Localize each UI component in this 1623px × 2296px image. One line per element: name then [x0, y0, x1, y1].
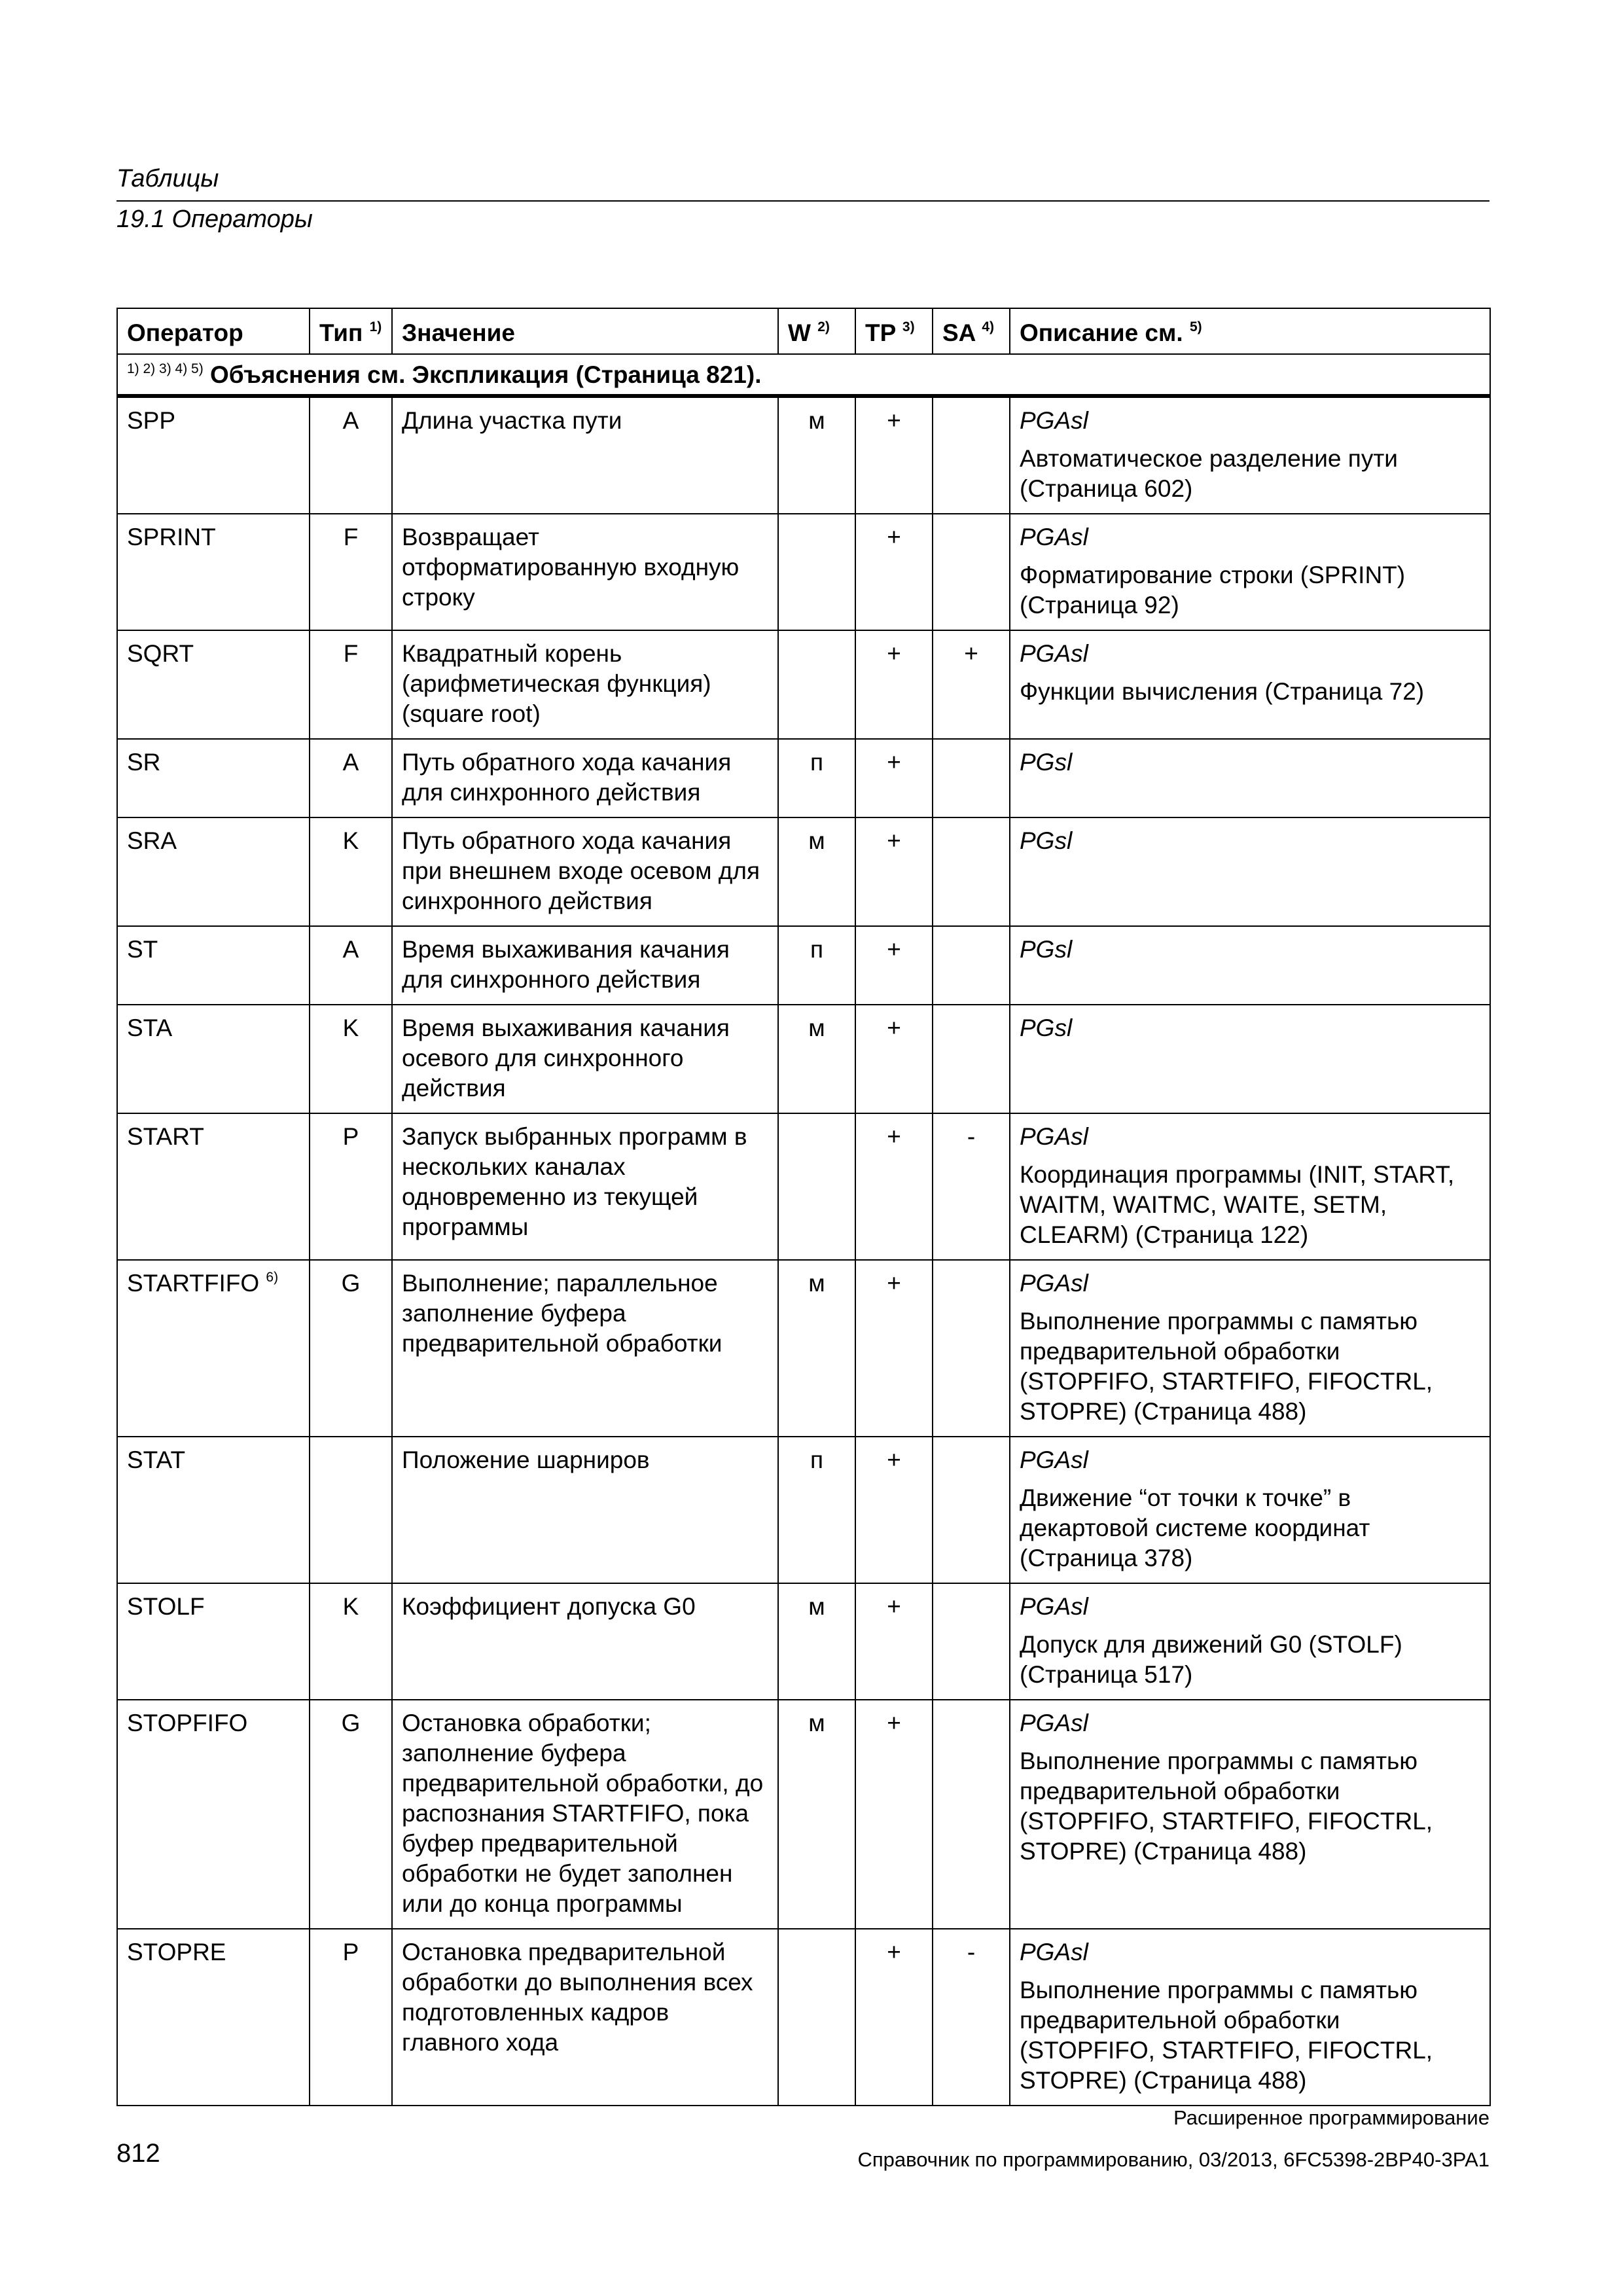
w-cell	[778, 1113, 855, 1260]
w-cell	[778, 926, 855, 1005]
description-link[interactable]: Форматирование строки (SPRINT) (Страница 92)	[1020, 562, 1406, 619]
meaning-cell	[392, 1583, 778, 1700]
tp-cell	[855, 1260, 933, 1437]
meaning-cell	[392, 514, 778, 630]
operator-cell	[117, 1700, 310, 1929]
meaning-cell-text: Возвращает отформатированную входную строку	[402, 524, 740, 611]
column-header	[117, 308, 310, 354]
table-header-row	[117, 308, 1490, 354]
w-cell-text: м	[808, 827, 825, 854]
table-row	[117, 396, 1490, 514]
sa-cell	[933, 1583, 1010, 1700]
tp-cell	[855, 817, 933, 926]
meaning-cell-text: Остановка обработки; заполнение буфера предварительной обработки, до распознания STARTFIFO, пока буфер предварительной обработки не будет заполнен или до конца программы	[402, 1710, 764, 1917]
description-link[interactable]: Выполнение программы с памятью предварительной обработки (STOPFIFO, STARTFIFO, FIFOCTRL, STOPRE) (Страница 488)	[1020, 1977, 1433, 2094]
sa-cell	[933, 817, 1010, 926]
meaning-cell-text: Коэффициент допуска G0	[402, 1593, 696, 1620]
sa-cell	[933, 1929, 1010, 2106]
type-cell-text: A	[342, 407, 359, 434]
meaning-cell	[392, 817, 778, 926]
w-cell	[778, 1260, 855, 1437]
type-cell	[310, 630, 392, 739]
manual-reference: PGsl	[1020, 827, 1073, 854]
w-cell-text: п	[810, 1446, 824, 1473]
tp-cell	[855, 396, 933, 514]
type-cell	[310, 1005, 392, 1113]
table-row	[117, 1929, 1490, 2106]
sa-cell	[933, 1005, 1010, 1113]
operator-cell-text: STAT	[127, 1446, 186, 1473]
description-link[interactable]: Координация программы (INIT, START, WAITM, WAITMC, WAITE, SETM, CLEARM) (Страница 122)	[1020, 1161, 1455, 1248]
w-cell-text: п	[810, 936, 824, 963]
w-cell-text: м	[808, 1270, 825, 1297]
w-cell-text: п	[810, 749, 824, 776]
table-row	[117, 926, 1490, 1005]
section-title: Таблицы	[116, 165, 219, 192]
column-header-label: W	[788, 319, 811, 346]
sa-cell	[933, 396, 1010, 514]
sa-cell-text: -	[967, 1939, 976, 1965]
type-cell	[310, 739, 392, 817]
manual-reference: PGAsl	[1020, 640, 1088, 667]
type-cell-text: A	[342, 936, 359, 963]
type-cell-text: K	[342, 1014, 359, 1041]
meaning-cell	[392, 1929, 778, 2106]
manual-reference: PGAsl	[1020, 1123, 1088, 1150]
explanation-text: Объяснения см. Экспликация (Страница 821).	[209, 361, 762, 388]
description-link[interactable]: Функции вычисления (Страница 72)	[1020, 678, 1425, 705]
type-cell	[310, 817, 392, 926]
w-cell	[778, 396, 855, 514]
table-row	[117, 1005, 1490, 1113]
explanation-notes: 1) 2) 3) 4) 5)	[127, 361, 204, 376]
w-cell-text: м	[808, 407, 825, 434]
description-cell	[1010, 1583, 1490, 1700]
meaning-cell-text: Запуск выбранных программ в нескольких каналах одновременно из текущей программы	[402, 1123, 747, 1240]
meaning-cell-text: Путь обратного хода качания при внешнем входе осевом для синхронного действия	[402, 827, 760, 914]
table-row	[117, 739, 1490, 817]
description-cell	[1010, 1437, 1490, 1583]
explanation-row	[117, 354, 1490, 396]
sa-cell	[933, 739, 1010, 817]
operator-cell-text: STOPRE	[127, 1939, 226, 1965]
tp-cell	[855, 1583, 933, 1700]
type-cell	[310, 1929, 392, 2106]
tp-cell-text: +	[887, 1123, 901, 1150]
tp-cell	[855, 926, 933, 1005]
manual-reference: PGsl	[1020, 1014, 1073, 1041]
explanation-cell	[117, 354, 1490, 396]
table-row	[117, 1583, 1490, 1700]
type-cell	[310, 1260, 392, 1437]
table-row	[117, 1260, 1490, 1437]
operator-cell	[117, 1113, 310, 1260]
type-cell-text: F	[343, 640, 359, 667]
w-cell-text: м	[808, 1593, 825, 1620]
manual-reference: PGsl	[1020, 936, 1073, 963]
manual-reference: PGAsl	[1020, 524, 1088, 550]
w-cell-text: м	[808, 1710, 825, 1736]
tp-cell-text: +	[887, 640, 901, 667]
column-header-note: 5)	[1189, 319, 1202, 334]
manual-reference: PGAsl	[1020, 1593, 1088, 1620]
meaning-cell	[392, 926, 778, 1005]
type-cell	[310, 1583, 392, 1700]
type-cell-text: G	[341, 1710, 361, 1736]
type-cell	[310, 396, 392, 514]
operator-cell	[117, 739, 310, 817]
type-cell-text: F	[343, 524, 359, 550]
manual-reference: PGAsl	[1020, 1710, 1088, 1736]
column-header	[933, 308, 1010, 354]
meaning-cell	[392, 1437, 778, 1583]
column-header-label: Оператор	[127, 319, 243, 346]
operator-cell-text: STOLF	[127, 1593, 205, 1620]
w-cell	[778, 739, 855, 817]
description-link[interactable]: Движение “от точки к точке” в декартовой системе координат (Страница 378)	[1020, 1484, 1370, 1571]
type-cell-text: K	[342, 1593, 359, 1620]
w-cell	[778, 514, 855, 630]
description-cell	[1010, 1260, 1490, 1437]
meaning-cell-text: Длина участка пути	[402, 407, 622, 434]
page-number: 812	[116, 2139, 160, 2168]
type-cell	[310, 1437, 392, 1583]
meaning-cell-text: Выполнение; параллельное заполнение буфера предварительной обработки	[402, 1270, 722, 1357]
tp-cell	[855, 514, 933, 630]
header-divider	[116, 200, 1489, 202]
type-cell-text: A	[342, 749, 359, 776]
tp-cell-text: +	[887, 827, 901, 854]
tp-cell-text: +	[887, 524, 901, 550]
operator-cell-text: STARTFIFO	[127, 1270, 260, 1297]
type-cell	[310, 1113, 392, 1260]
table-row	[117, 817, 1490, 926]
operator-cell	[117, 630, 310, 739]
type-cell-text: G	[341, 1270, 361, 1297]
meaning-cell	[392, 1113, 778, 1260]
w-cell	[778, 1929, 855, 2106]
column-header	[855, 308, 933, 354]
operator-cell-text: STA	[127, 1014, 173, 1041]
sa-cell	[933, 1113, 1010, 1260]
tp-cell-text: +	[887, 1939, 901, 1965]
column-header-label: Значение	[402, 319, 515, 346]
column-header-label: Описание см.	[1020, 319, 1183, 346]
meaning-cell-text: Остановка предварительной обработки до выполнения всех подготовленных кадров главного хода	[402, 1939, 753, 2056]
column-header-note: 1)	[369, 319, 382, 334]
column-header	[1010, 308, 1490, 354]
description-cell	[1010, 1700, 1490, 1929]
operator-cell-text: ST	[127, 936, 158, 963]
operator-cell	[117, 1583, 310, 1700]
type-cell	[310, 1700, 392, 1929]
table-row	[117, 1113, 1490, 1260]
operator-cell	[117, 817, 310, 926]
column-header	[310, 308, 392, 354]
description-cell	[1010, 739, 1490, 817]
tp-cell-text: +	[887, 407, 901, 434]
meaning-cell-text: Время выхаживания качания осевого для синхронного действия	[402, 1014, 730, 1102]
w-cell-text: м	[808, 1014, 825, 1041]
column-header-label: TP	[865, 319, 896, 346]
table-row	[117, 514, 1490, 630]
sa-cell	[933, 926, 1010, 1005]
w-cell	[778, 1005, 855, 1113]
meaning-cell	[392, 739, 778, 817]
tp-cell-text: +	[887, 749, 901, 776]
column-header-note: 2)	[817, 319, 830, 334]
sa-cell	[933, 1700, 1010, 1929]
sa-cell-text: -	[967, 1123, 976, 1150]
tp-cell-text: +	[887, 1710, 901, 1736]
table-row	[117, 630, 1490, 739]
sa-cell	[933, 514, 1010, 630]
table-row	[117, 1700, 1490, 1929]
w-cell	[778, 1700, 855, 1929]
operator-cell-text: SPP	[127, 407, 176, 434]
type-cell	[310, 926, 392, 1005]
operator-cell	[117, 1005, 310, 1113]
tp-cell	[855, 1113, 933, 1260]
description-cell	[1010, 514, 1490, 630]
description-cell	[1010, 630, 1490, 739]
description-cell	[1010, 1113, 1490, 1260]
w-cell	[778, 817, 855, 926]
meaning-cell	[392, 1260, 778, 1437]
meaning-cell-text: Путь обратного хода качания для синхронного действия	[402, 749, 732, 806]
tp-cell-text: +	[887, 1593, 901, 1620]
type-cell-text: P	[342, 1939, 359, 1965]
description-link[interactable]: Выполнение программы с памятью предварительной обработки (STOPFIFO, STARTFIFO, FIFOCTRL, STOPRE) (Страница 488)	[1020, 1748, 1433, 1865]
description-link[interactable]: Допуск для движений G0 (STOLF) (Страница 517)	[1020, 1631, 1402, 1688]
description-cell	[1010, 396, 1490, 514]
tp-cell-text: +	[887, 936, 901, 963]
operator-cell	[117, 396, 310, 514]
manual-reference: PGsl	[1020, 749, 1073, 776]
meaning-cell-text: Положение шарниров	[402, 1446, 650, 1473]
operator-cell	[117, 926, 310, 1005]
column-header-note: 3)	[902, 319, 915, 334]
w-cell	[778, 1437, 855, 1583]
operator-cell-text: SPRINT	[127, 524, 216, 550]
sa-cell	[933, 1437, 1010, 1583]
tp-cell	[855, 1437, 933, 1583]
operator-cell-text: STOPFIFO	[127, 1710, 248, 1736]
tp-cell	[855, 1700, 933, 1929]
type-cell-text: K	[342, 827, 359, 854]
operator-cell-text: START	[127, 1123, 204, 1150]
description-cell	[1010, 1005, 1490, 1113]
operators-table	[116, 308, 1491, 2106]
meaning-cell-text: Квадратный корень (арифметическая функция) (square root)	[402, 640, 711, 727]
column-header-label: SA	[942, 319, 976, 346]
manual-reference: PGAsl	[1020, 1446, 1088, 1473]
operator-note: 6)	[266, 1270, 279, 1285]
operator-cell-text: SRA	[127, 827, 177, 854]
manual-reference: PGAsl	[1020, 1939, 1088, 1965]
description-cell	[1010, 926, 1490, 1005]
type-cell-text: P	[342, 1123, 359, 1150]
column-header-note: 4)	[982, 319, 994, 334]
description-link[interactable]: Выполнение программы с памятью предварительной обработки (STOPFIFO, STARTFIFO, FIFOCTRL, STOPRE) (Страница 488)	[1020, 1308, 1433, 1425]
type-cell	[310, 514, 392, 630]
meaning-cell	[392, 1700, 778, 1929]
column-header-label: Тип	[319, 319, 363, 346]
operator-cell	[117, 1929, 310, 2106]
sa-cell	[933, 630, 1010, 739]
tp-cell-text: +	[887, 1446, 901, 1473]
operator-cell	[117, 1437, 310, 1583]
sa-cell-text: +	[964, 640, 978, 667]
tp-cell	[855, 1005, 933, 1113]
w-cell	[778, 630, 855, 739]
description-cell	[1010, 817, 1490, 926]
w-cell	[778, 1583, 855, 1700]
operator-cell-text: SR	[127, 749, 161, 776]
meaning-cell	[392, 396, 778, 514]
description-cell	[1010, 1929, 1490, 2106]
footer-book-info: Справочник по программированию, 03/2013, 6FC5398-2BP40-3PA1	[857, 2148, 1489, 2171]
description-link[interactable]: Автоматическое разделение пути (Страница 602)	[1020, 445, 1398, 502]
meaning-cell-text: Время выхаживания качания для синхронного действия	[402, 936, 730, 993]
tp-cell	[855, 1929, 933, 2106]
meaning-cell	[392, 630, 778, 739]
tp-cell	[855, 630, 933, 739]
tp-cell-text: +	[887, 1270, 901, 1297]
manual-reference: PGAsl	[1020, 407, 1088, 434]
operator-cell	[117, 514, 310, 630]
tp-cell	[855, 739, 933, 817]
operator-cell	[117, 1260, 310, 1437]
tp-cell-text: +	[887, 1014, 901, 1041]
meaning-cell	[392, 1005, 778, 1113]
footer-book-title: Расширенное программирование	[1173, 2106, 1489, 2129]
column-header	[392, 308, 778, 354]
column-header	[778, 308, 855, 354]
subsection-title: 19.1 Операторы	[116, 206, 313, 233]
operator-cell-text: SQRT	[127, 640, 194, 667]
sa-cell	[933, 1260, 1010, 1437]
manual-reference: PGAsl	[1020, 1270, 1088, 1297]
table-row	[117, 1437, 1490, 1583]
